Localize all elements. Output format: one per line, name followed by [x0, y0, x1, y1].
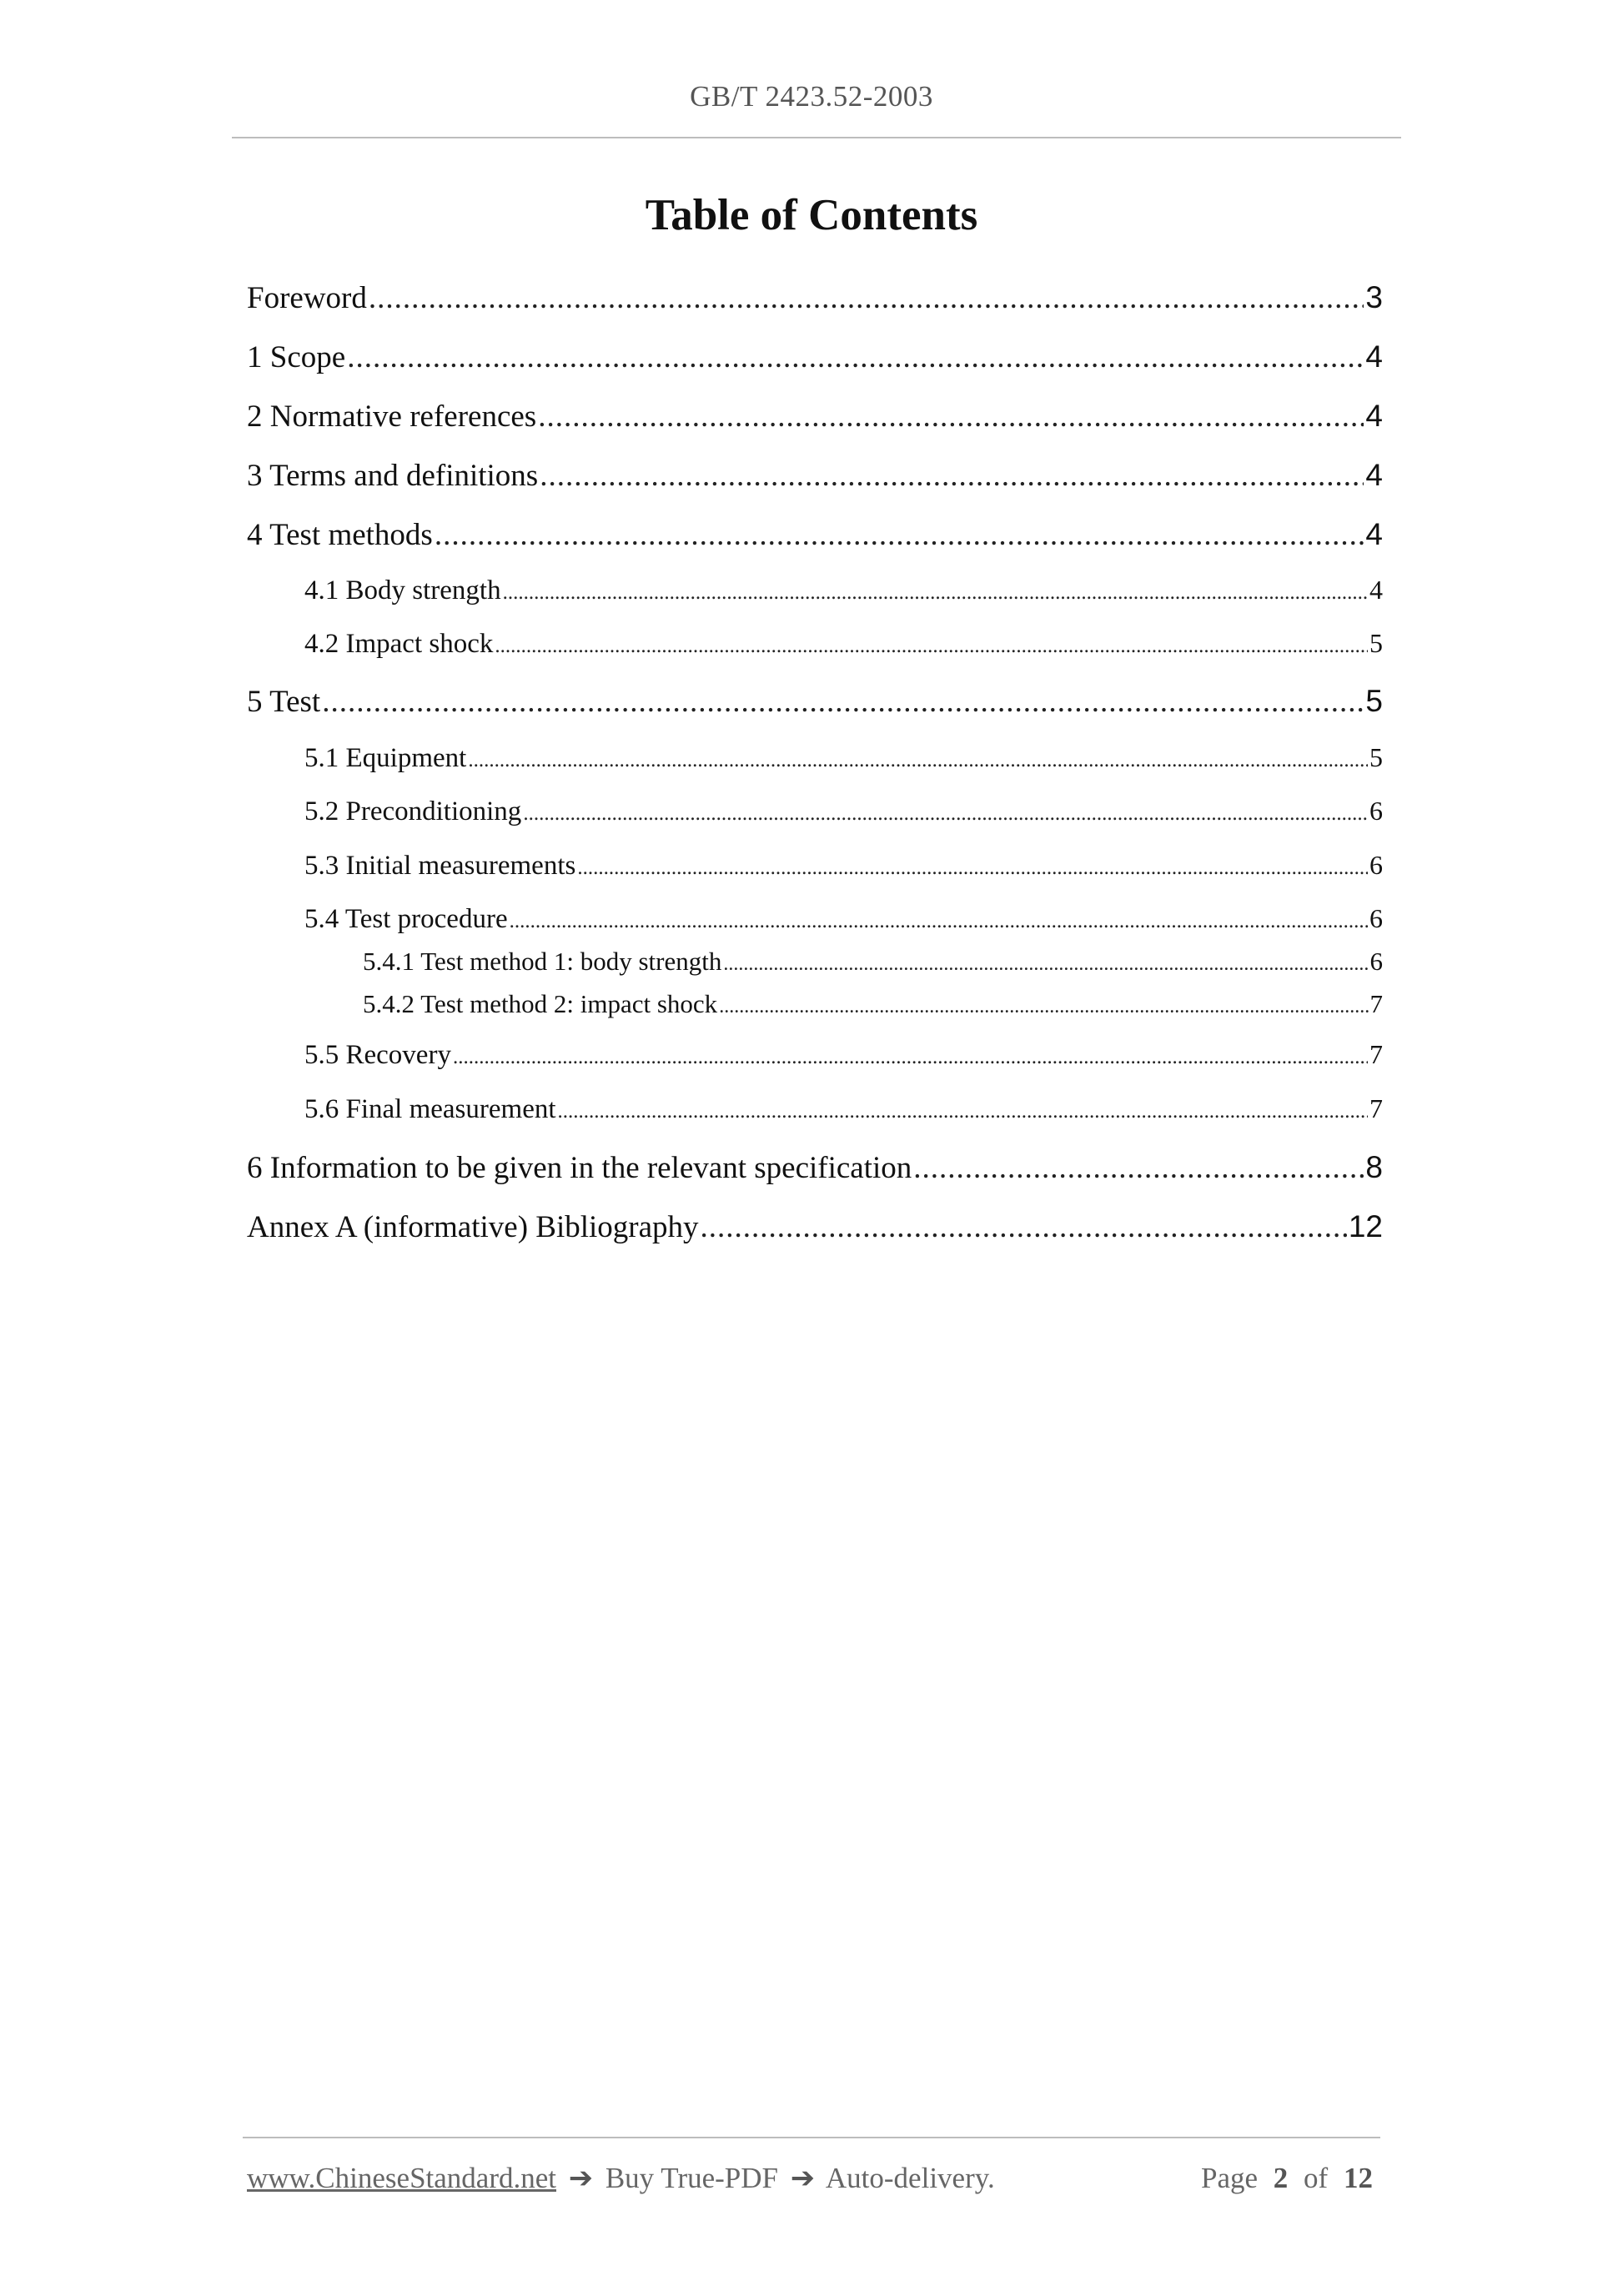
toc-entry-page: 6 — [1369, 796, 1383, 826]
toc-entry-label: 5.6 Final measurement — [304, 1094, 556, 1124]
page-word: Page — [1201, 2162, 1259, 2194]
auto-delivery-text: Auto-delivery. — [825, 2162, 995, 2194]
header-divider — [232, 137, 1401, 138]
toc-entry-test[interactable] — [247, 684, 1383, 726]
toc-entry-label: 4.1 Body strength — [304, 575, 501, 605]
total-pages-number: 12 — [1343, 2162, 1373, 2194]
toc-entry-impact-shock[interactable] — [304, 628, 1383, 665]
footer-promo — [247, 2162, 995, 2195]
toc-entry-body-strength[interactable] — [304, 575, 1383, 611]
toc-dot-leader — [558, 1100, 1368, 1123]
toc-entry-final-measurement[interactable] — [304, 1093, 1383, 1130]
toc-entry-page: 4 — [1365, 517, 1383, 551]
toc-entry-page: 4 — [1369, 575, 1383, 605]
toc-dot-leader — [719, 996, 1368, 1018]
right-arrow-icon: ➔ — [790, 2162, 816, 2194]
toc-entry-page: 3 — [1365, 280, 1383, 314]
toc-entry-label: 5.5 Recovery — [304, 1040, 451, 1070]
page-indicator — [1201, 2162, 1381, 2195]
toc-entry-preconditioning[interactable] — [304, 796, 1383, 832]
toc-entry-page: 6 — [1369, 850, 1383, 880]
toc-dot-leader — [369, 280, 1364, 316]
toc-dot-leader — [510, 910, 1368, 933]
toc-entry-label: 3 Terms and definitions — [247, 459, 539, 493]
toc-dot-leader — [322, 684, 1364, 720]
toc-dot-leader — [468, 749, 1368, 772]
toc-entry-page: 5 — [1369, 742, 1383, 772]
toc-entry-label: 2 Normative references — [247, 399, 537, 434]
toc-title: Table of Contents — [645, 191, 978, 239]
toc-dot-leader — [435, 517, 1364, 553]
buy-true-pdf-text: Buy True-PDF — [605, 2162, 778, 2194]
toc-dot-leader — [538, 399, 1364, 435]
toc-entry-foreword[interactable] — [247, 280, 1383, 322]
document-id-header: GB/T 2423.52-2003 — [690, 80, 933, 113]
toc-dot-leader — [723, 953, 1368, 976]
toc-entry-label: Foreword — [247, 281, 367, 315]
toc-entry-page: 12 — [1348, 1209, 1383, 1243]
toc-entry-label: Annex A (informative) Bibliography — [247, 1210, 699, 1244]
toc-entry-scope[interactable] — [247, 339, 1383, 381]
toc-entry-label: 5.3 Initial measurements — [304, 851, 576, 881]
toc-entry-page: 6 — [1369, 947, 1383, 976]
toc-entry-recovery[interactable] — [304, 1039, 1383, 1076]
toc-dot-leader — [347, 339, 1364, 375]
toc-entry-normative-references[interactable] — [247, 399, 1383, 440]
footer-divider — [243, 2137, 1380, 2138]
site-link[interactable]: www.ChineseStandard.net — [247, 2162, 556, 2194]
toc-entry-label: 4 Test methods — [247, 518, 433, 552]
toc-entry-label: 5.4.2 Test method 2: impact shock — [363, 989, 718, 1018]
toc-dot-leader — [913, 1150, 1364, 1186]
toc-entry-page: 7 — [1369, 989, 1383, 1018]
toc-dot-leader — [503, 581, 1368, 605]
toc-entry-page: 7 — [1369, 1093, 1383, 1123]
toc-entry-test-method-2[interactable] — [363, 989, 1383, 1024]
toc-entry-label: 5.4 Test procedure — [304, 904, 508, 934]
toc-dot-leader — [453, 1046, 1368, 1069]
toc-entry-label: 1 Scope — [247, 340, 346, 374]
toc-dot-leader — [540, 458, 1364, 494]
of-word: of — [1304, 2162, 1329, 2194]
toc-entry-annex-a-bibliography[interactable] — [247, 1209, 1383, 1251]
current-page-number: 2 — [1273, 2162, 1289, 2194]
toc-entry-page: 5 — [1365, 684, 1383, 718]
toc-entry-page: 7 — [1369, 1039, 1383, 1069]
toc-entry-label: 5.1 Equipment — [304, 743, 467, 773]
toc-entry-page: 4 — [1365, 399, 1383, 433]
toc-entry-label: 6 Information to be given in the relevant specification — [247, 1151, 912, 1185]
toc-entry-test-method-1[interactable] — [363, 947, 1383, 982]
toc-entry-equipment[interactable] — [304, 742, 1383, 779]
toc-entry-page: 4 — [1365, 339, 1383, 374]
toc-entry-initial-measurements[interactable] — [304, 850, 1383, 887]
toc-entry-test-methods[interactable] — [247, 517, 1383, 559]
right-arrow-icon: ➔ — [568, 2162, 594, 2194]
toc-dot-leader — [523, 802, 1368, 826]
toc-dot-leader — [701, 1209, 1347, 1245]
toc-dot-leader — [577, 857, 1368, 880]
toc-entry-page: 5 — [1369, 628, 1383, 658]
toc-entry-label: 4.2 Impact shock — [304, 629, 494, 659]
toc-dot-leader — [495, 635, 1368, 658]
toc-entry-test-procedure[interactable] — [304, 903, 1383, 940]
toc-entry-page: 4 — [1365, 458, 1383, 492]
toc-entry-page: 8 — [1365, 1150, 1383, 1184]
toc-entry-label: 5.4.1 Test method 1: body strength — [363, 947, 722, 976]
toc-entry-page: 6 — [1369, 903, 1383, 933]
toc-entry-information-to-be-given[interactable] — [247, 1150, 1383, 1192]
toc-entry-terms-and-definitions[interactable] — [247, 458, 1383, 500]
toc-entry-label: 5.2 Preconditioning — [304, 796, 522, 826]
toc-entry-label: 5 Test — [247, 685, 321, 719]
